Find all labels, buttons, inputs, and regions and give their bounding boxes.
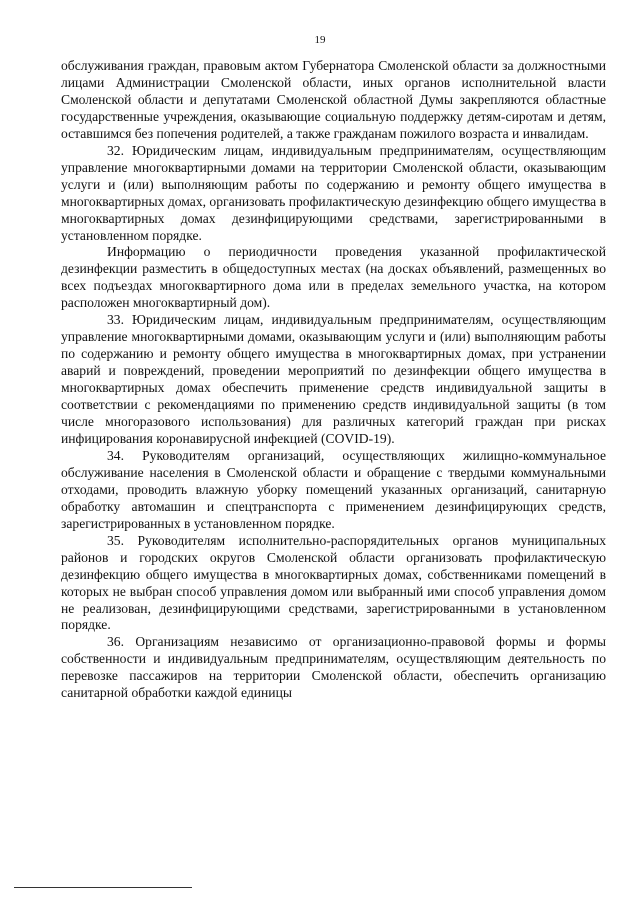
paragraph-item-36: 36. Организациям независимо от организационно-правовой формы и формы собственности и индивидуальным предпринимателям, осуществляющим деятельность по перевозке пассажиров на территории Смоленской области, обеспечить организацию санитарной обработки каждой единицы [61,634,606,701]
footer-divider [14,887,192,888]
paragraph-item-34: 34. Руководителям организаций, осуществляющих жилищно-коммунальное обслуживание населения в Смоленской области и обращение с твердыми коммунальными отходами, проводить влажную уборку помещений указанных организаций, санитарную обработку автомашин и спецтранспорта с применением дезинфицирующих средств, зарегистрированных в установленном порядке. [61,447,606,531]
paragraph-item-32-info: Информацию о периодичности проведения указанной профилактической дезинфекции разместить в общедоступных местах (на досках объявлений, размещенных во всех подъездах многоквартирного дома или в пределах земельного участка, на котором расположен многоквартирный дом). [61,244,606,311]
page-number: 19 [314,34,326,46]
paragraph-continuation: обслуживания граждан, правовым актом Губернатора Смоленской области за должностными лицами Администрации Смоленской области, иных органов исполнительной власти Смоленской области и депутатами Смоленской областной Думы закрепляются областные государственные учреждения, оказывающие социальную поддержку детям-сиротам и детям, оставшимся без попечения родителей, а также гражданам пожилого возраста и инвалидам. [61,58,606,141]
paragraph-item-33: 33. Юридическим лицам, индивидуальным предпринимателям, осуществляющим управление многоквартирными домами, оказывающим услуги и (или) выполняющим работы по содержанию и ремонту общего имущества в многоквартирных домах, при устранении аварий и повреждений, проведении мероприятий по дезинфекции общего имущества в многоквартирных домах обеспечить применение средств индивидуальной защиты в соответствии с рекомендациями по применению средств индивидуальной защиты (в том числе многоразового использования) для различных категорий граждан при рисках инфицирования коронавирусной инфекцией (COVID-19). [61,312,606,446]
paragraph-item-32: 32. Юридическим лицам, индивидуальным предпринимателям, осуществляющим управление многоквартирными домами на территории Смоленской области, оказывающим услуги и (или) выполняющим работы по содержанию и ремонту общего имущества в многоквартирных домах, организовать профилактическую дезинфекцию общего имущества в многоквартирных домах дезинфицирующими средствами, зарегистрированными в установленном порядке. [61,142,606,243]
paragraph-item-35: 35. Руководителям исполнительно-распорядительных органов муниципальных районов и городских округов Смоленской области организовать профилактическую дезинфекцию общего имущества в многоквартирных домах, собственниками помещений в которых не выбран способ управления домом или выбранный ими способ управления домом не реализован, дезинфицирующими средствами, зарегистрированными в установленном порядке. [61,532,606,633]
document-body [61,58,606,702]
